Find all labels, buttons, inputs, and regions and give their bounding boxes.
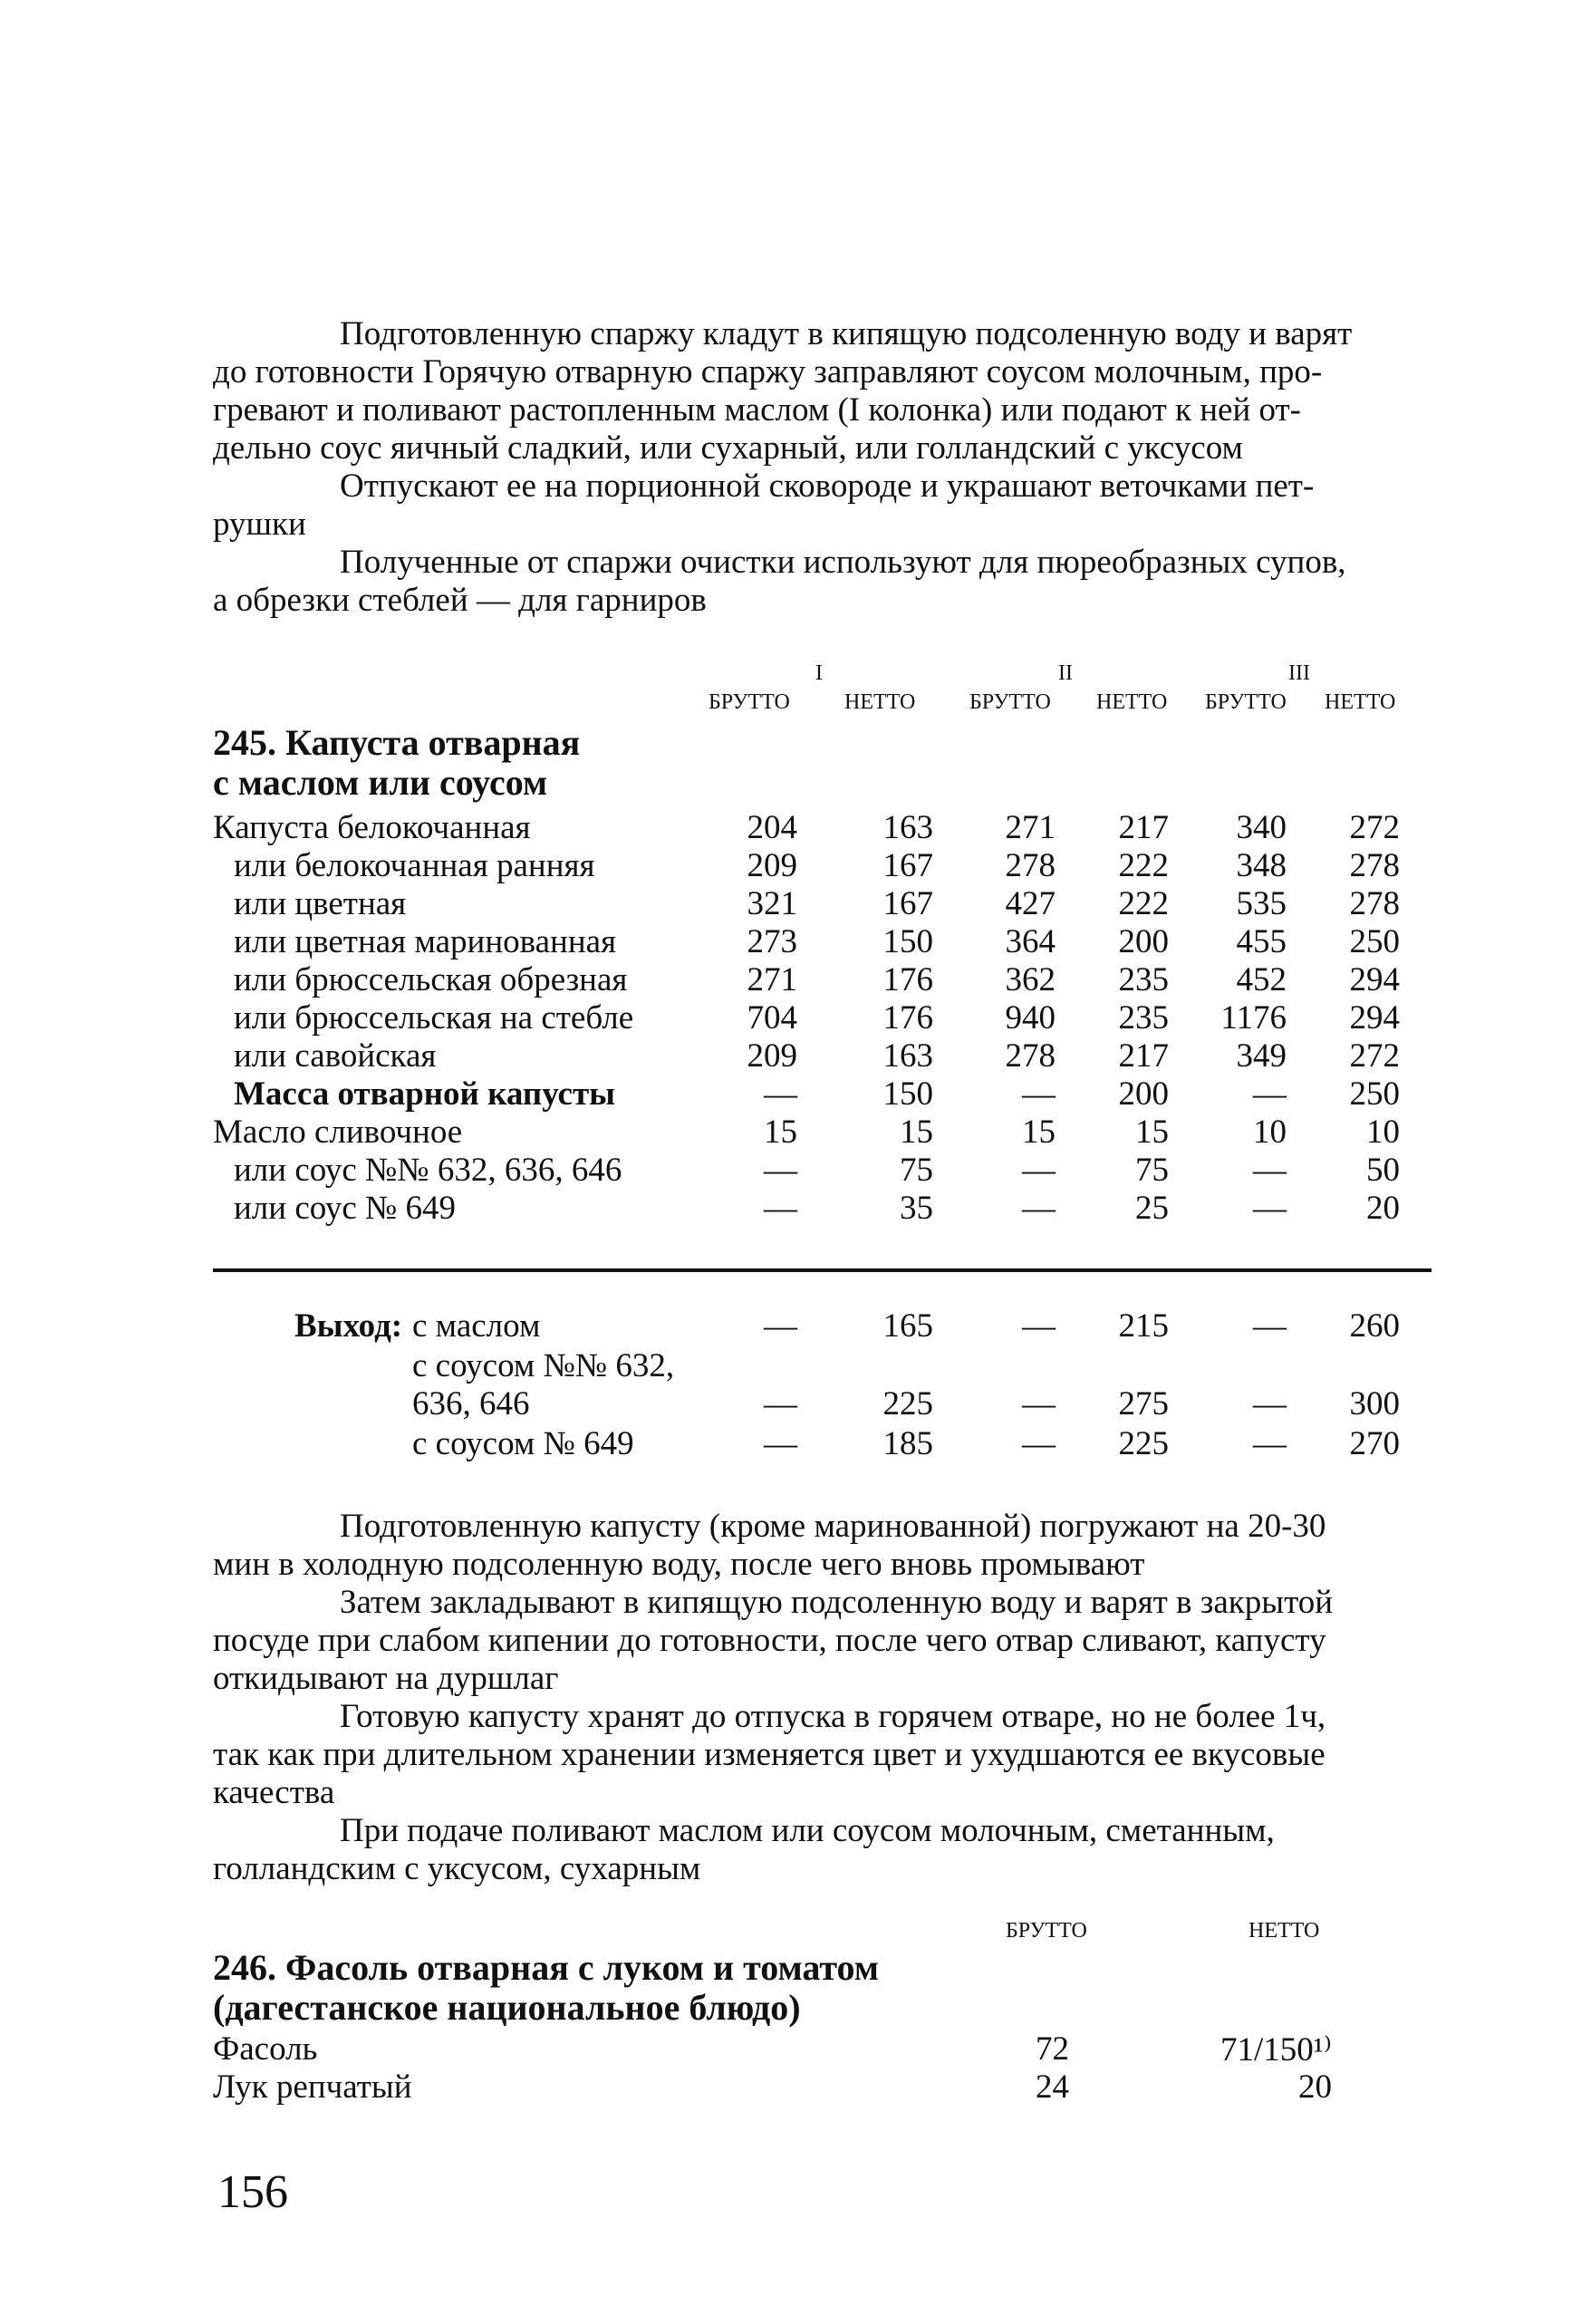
yield-option-label: с соусом № 649 bbox=[412, 1425, 634, 1462]
cell-value: 15 bbox=[1022, 1114, 1056, 1151]
text-line: качества bbox=[213, 1774, 335, 1811]
table-row bbox=[0, 2068, 1581, 2106]
text-line: Полученные от спаржи очистки используют для пюреобразных супов, bbox=[340, 544, 1346, 581]
cell-value: 225 bbox=[882, 1385, 933, 1422]
ingredient-label: или соус №№ 632, 636, 646 bbox=[234, 1152, 622, 1189]
cell-value: 50 bbox=[1366, 1152, 1400, 1189]
ingredient-label: или брюссельская обрезная bbox=[234, 961, 628, 998]
cell-value: 200 bbox=[1118, 923, 1169, 960]
table-row bbox=[0, 808, 1581, 846]
column-header-netto: НЕТТО bbox=[844, 690, 916, 714]
text-line: а обрезки стеблей — для гарниров bbox=[213, 582, 707, 619]
cell-value: 217 bbox=[1118, 1037, 1169, 1075]
cell-value: 71/150¹⁾ bbox=[1220, 2031, 1332, 2068]
ingredient-label: или соус № 649 bbox=[234, 1190, 457, 1227]
cell-value: 150 bbox=[882, 923, 933, 960]
cell-value: — bbox=[1253, 1425, 1287, 1462]
column-group-II: II bbox=[1058, 661, 1073, 685]
ingredient-label: Лук репчатый bbox=[213, 2068, 412, 2106]
yield-option-label: с маслом bbox=[412, 1307, 541, 1345]
column-header-brutto: БРУТТО bbox=[709, 690, 790, 714]
cell-value: 348 bbox=[1236, 847, 1287, 884]
cell-value: 250 bbox=[1349, 923, 1400, 960]
ingredient-label: Фасоль bbox=[213, 2030, 318, 2068]
cell-value: 235 bbox=[1118, 999, 1169, 1037]
method-paragraph-1 bbox=[213, 1508, 1427, 1584]
ingredient-label: или цветная bbox=[234, 885, 407, 922]
cell-value: 427 bbox=[1005, 885, 1056, 922]
cell-value: 1176 bbox=[1220, 999, 1287, 1037]
text-line: При подаче поливают маслом или соусом молочным, сметанным, bbox=[340, 1812, 1275, 1849]
table-row bbox=[0, 1113, 1581, 1151]
cell-value: — bbox=[764, 1152, 797, 1189]
cell-value: 235 bbox=[1118, 961, 1169, 998]
ingredient-label: Масса отварной капусты bbox=[234, 1075, 616, 1113]
cell-value: — bbox=[764, 1425, 797, 1462]
cell-value: 278 bbox=[1349, 847, 1400, 884]
cell-value: 204 bbox=[747, 809, 797, 846]
text-line: посуде при слабом кипении до готовности, после чего отвар сливают, капусту bbox=[213, 1622, 1326, 1659]
cell-value: 225 bbox=[1118, 1425, 1169, 1462]
cell-value: 150 bbox=[882, 1075, 933, 1113]
cell-value: 15 bbox=[764, 1114, 797, 1151]
text-line: Готовую капусту хранят до отпуска в горячем отваре, но не более 1ч, bbox=[340, 1698, 1326, 1735]
cell-value: 24 bbox=[1036, 2068, 1069, 2106]
text-line: до готовности Горячую отварную спаржу заправляют соусом молочным, про- bbox=[213, 353, 1323, 391]
column-group-III: III bbox=[1288, 661, 1310, 685]
cell-value: — bbox=[1253, 1385, 1287, 1422]
cell-value: 163 bbox=[882, 1037, 933, 1075]
cell-value: 217 bbox=[1118, 809, 1169, 846]
cell-value: 20 bbox=[1298, 2068, 1332, 2106]
text-line: Подготовленную спаржу кладут в кипящую подсоленную воду и варят bbox=[340, 315, 1353, 352]
yield-row bbox=[0, 1346, 1581, 1384]
cell-value: 278 bbox=[1005, 847, 1056, 884]
column-header-brutto: БРУТТО bbox=[1006, 1919, 1087, 1943]
yield-row bbox=[0, 1384, 1581, 1422]
cell-value: — bbox=[764, 1075, 797, 1113]
cell-value: 15 bbox=[900, 1114, 933, 1151]
cell-value: 271 bbox=[1005, 809, 1056, 846]
cell-value: 272 bbox=[1349, 1037, 1400, 1075]
cell-value: 20 bbox=[1366, 1190, 1400, 1227]
text-line: гревают и поливают растопленным маслом (I колонка) или подают к ней от- bbox=[213, 391, 1302, 429]
text-line: рушки bbox=[213, 506, 306, 543]
cell-value: 349 bbox=[1236, 1037, 1287, 1075]
cell-value: 10 bbox=[1366, 1114, 1400, 1151]
cell-value: — bbox=[764, 1385, 797, 1422]
cell-value: 25 bbox=[1135, 1190, 1169, 1227]
yield-option-label: с соусом №№ 632, bbox=[412, 1347, 675, 1384]
cell-value: 222 bbox=[1118, 885, 1169, 922]
cell-value: — bbox=[764, 1190, 797, 1227]
cell-value: — bbox=[1253, 1307, 1287, 1345]
text-line: дельно соус яичный сладкий, или сухарный, или голландский с уксусом bbox=[213, 429, 1243, 467]
cell-value: 15 bbox=[1135, 1114, 1169, 1151]
cell-value: 271 bbox=[747, 961, 797, 998]
yield-row bbox=[0, 1424, 1581, 1462]
method-paragraph-2 bbox=[213, 1584, 1427, 1698]
recipe-title: 245. Капуста отварная bbox=[213, 722, 581, 763]
text-line: мин в холодную подсоленную воду, после чего вновь промывают bbox=[213, 1546, 1145, 1583]
cell-value: 209 bbox=[747, 1037, 797, 1075]
column-header-brutto: БРУТТО bbox=[969, 690, 1051, 714]
cell-value: — bbox=[1022, 1190, 1056, 1227]
page-number: 156 bbox=[217, 2166, 288, 2218]
cell-value: — bbox=[1253, 1152, 1287, 1189]
ingredient-label: Масло сливочное bbox=[213, 1114, 463, 1151]
cell-value: 294 bbox=[1349, 999, 1400, 1037]
cell-value: 185 bbox=[882, 1425, 933, 1462]
cell-value: 75 bbox=[1135, 1152, 1169, 1189]
cell-value: 35 bbox=[900, 1190, 933, 1227]
cell-value: 200 bbox=[1118, 1075, 1169, 1113]
ingredient-label: или савойская bbox=[234, 1037, 437, 1075]
intro-paragraph-3 bbox=[213, 544, 1427, 620]
cell-value: 72 bbox=[1036, 2030, 1069, 2068]
cell-value: — bbox=[1253, 1190, 1287, 1227]
cell-value: 165 bbox=[882, 1307, 933, 1345]
intro-paragraph-1 bbox=[213, 315, 1427, 468]
text-line: Подготовленную капусту (кроме маринованной) погружают на 20-30 bbox=[340, 1508, 1326, 1545]
cell-value: 176 bbox=[882, 999, 933, 1037]
ingredient-label: или брюссельская на стебле bbox=[234, 999, 634, 1037]
ingredient-label: или цветная маринованная bbox=[234, 923, 617, 960]
cell-value: 222 bbox=[1118, 847, 1169, 884]
cell-value: 270 bbox=[1349, 1425, 1400, 1462]
column-header-brutto: БРУТТО bbox=[1205, 690, 1287, 714]
yield-label: Выход: bbox=[294, 1307, 403, 1345]
cell-value: — bbox=[1022, 1075, 1056, 1113]
table-row bbox=[0, 884, 1581, 922]
cell-value: 176 bbox=[882, 961, 933, 998]
cell-value: 167 bbox=[882, 847, 933, 884]
column-group-I: I bbox=[815, 661, 823, 685]
cell-value: 275 bbox=[1118, 1385, 1169, 1422]
text-line: Отпускают ее на порционной сковороде и украшают веточками пет- bbox=[340, 468, 1315, 505]
cell-value: 209 bbox=[747, 847, 797, 884]
text-line: откидывают на дуршлаг bbox=[213, 1660, 559, 1697]
ingredient-label: Капуста белокочанная bbox=[213, 809, 531, 846]
cell-value: 260 bbox=[1349, 1307, 1400, 1345]
table-row bbox=[0, 1075, 1581, 1113]
yield-option-label: 636, 646 bbox=[412, 1385, 530, 1422]
cell-value: 273 bbox=[747, 923, 797, 960]
text-line: так как при длительном хранении изменяется цвет и ухудшаются ее вкусовые bbox=[213, 1736, 1326, 1773]
cell-value: — bbox=[1022, 1307, 1056, 1345]
cell-value: 167 bbox=[882, 885, 933, 922]
intro-paragraph-2 bbox=[213, 468, 1427, 544]
recipe-subtitle: с маслом или соусом bbox=[213, 762, 548, 803]
cell-value: 163 bbox=[882, 809, 933, 846]
cell-value: — bbox=[1022, 1152, 1056, 1189]
table-row bbox=[0, 922, 1581, 960]
table-row bbox=[0, 1037, 1581, 1075]
cell-value: 452 bbox=[1236, 961, 1287, 998]
recipe-title: 246. Фасоль отварная с луком и томатом bbox=[213, 1947, 879, 1988]
cell-value: 272 bbox=[1349, 809, 1400, 846]
ingredient-label: или белокочанная ранняя bbox=[234, 847, 595, 884]
table-row bbox=[0, 846, 1581, 884]
cell-value: 704 bbox=[747, 999, 797, 1037]
cell-value: 535 bbox=[1236, 885, 1287, 922]
text-line: Затем закладывают в кипящую подсоленную воду и варят в закрытой bbox=[340, 1584, 1334, 1621]
table-row bbox=[0, 998, 1581, 1037]
table-row bbox=[0, 960, 1581, 998]
cell-value: 10 bbox=[1253, 1114, 1287, 1151]
method-paragraph-3 bbox=[213, 1698, 1427, 1812]
cell-value: — bbox=[1253, 1075, 1287, 1113]
cell-value: 250 bbox=[1349, 1075, 1400, 1113]
cell-value: 362 bbox=[1005, 961, 1056, 998]
cell-value: 294 bbox=[1349, 961, 1400, 998]
cell-value: — bbox=[1022, 1385, 1056, 1422]
column-header-netto: НЕТТО bbox=[1248, 1919, 1320, 1943]
cell-value: 278 bbox=[1005, 1037, 1056, 1075]
table-row bbox=[0, 2030, 1581, 2068]
cell-value: 940 bbox=[1005, 999, 1056, 1037]
cell-value: 278 bbox=[1349, 885, 1400, 922]
cell-value: 215 bbox=[1118, 1307, 1169, 1345]
cell-value: 455 bbox=[1236, 923, 1287, 960]
cell-value: 321 bbox=[747, 885, 797, 922]
cell-value: 340 bbox=[1236, 809, 1287, 846]
table-row bbox=[0, 1189, 1581, 1227]
cell-value: 75 bbox=[900, 1152, 933, 1189]
table-row bbox=[0, 1151, 1581, 1189]
cell-value: 364 bbox=[1005, 923, 1056, 960]
text-line: голландским с уксусом, сухарным bbox=[213, 1850, 701, 1887]
table-divider bbox=[213, 1268, 1432, 1272]
cell-value: — bbox=[1022, 1425, 1056, 1462]
column-header-netto: НЕТТО bbox=[1096, 690, 1168, 714]
column-header-netto: НЕТТО bbox=[1325, 690, 1396, 714]
cell-value: — bbox=[764, 1307, 797, 1345]
yield-row bbox=[0, 1307, 1581, 1345]
recipe-subtitle: (дагестанское национальное блюдо) bbox=[213, 1987, 801, 2028]
method-paragraph-4 bbox=[213, 1812, 1427, 1888]
cell-value: 300 bbox=[1349, 1385, 1400, 1422]
